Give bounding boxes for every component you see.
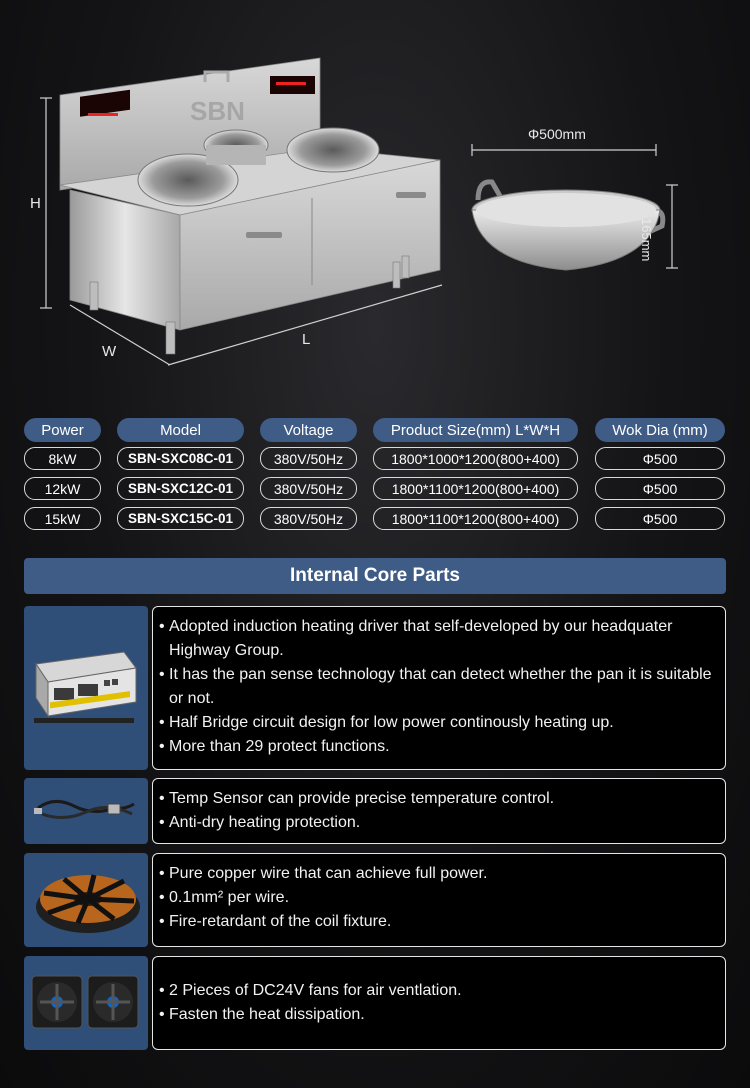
part-description-sensor [152, 778, 726, 844]
part-description-coil [152, 853, 726, 947]
cell-model: SBN-SXC12C-01 [117, 477, 244, 500]
list-item: • Half Bridge circuit design for low power continously heating up. [159, 711, 715, 735]
header-wok-dia: Wok Dia (mm) [595, 418, 725, 442]
list-item: • Fire-retardant of the coil fixture. [159, 910, 715, 934]
part-description-fans [152, 956, 726, 1050]
header-model: Model [117, 418, 244, 442]
list-item: • Temp Sensor can provide precise temperature control. [159, 787, 715, 811]
height-label: H [30, 195, 41, 212]
cell-model: SBN-SXC15C-01 [117, 507, 244, 530]
cell-power: 8kW [24, 447, 101, 470]
cell-power: 15kW [24, 507, 101, 530]
table-row [24, 447, 726, 470]
list-item: • Anti-dry heating protection. [159, 811, 715, 835]
table-row [24, 477, 726, 500]
wok-illustration [472, 182, 663, 270]
width-label: W [102, 343, 117, 360]
table-row [24, 507, 726, 530]
spec-header-row [24, 418, 726, 442]
list-item: • Fasten the heat dissipation. [159, 1003, 715, 1027]
cell-wok-dia: Φ500 [595, 477, 725, 500]
header-power: Power [24, 418, 101, 442]
cell-wok-dia: Φ500 [595, 447, 725, 470]
cell-power: 12kW [24, 477, 101, 500]
header-size: Product Size(mm) L*W*H [373, 418, 578, 442]
wok-depth-label: 165mm [639, 218, 654, 262]
cell-voltage: 380V/50Hz [260, 447, 357, 470]
cell-model: SBN-SXC08C-01 [117, 447, 244, 470]
product-hero [0, 0, 750, 400]
cell-voltage: 380V/50Hz [260, 507, 357, 530]
cooling-fan-icon [24, 956, 148, 1050]
wok-diameter-label: Φ500mm [528, 126, 586, 142]
temperature-sensor-icon [24, 778, 148, 844]
cell-size: 1800*1100*1200(800+400) [373, 477, 578, 500]
header-voltage: Voltage [260, 418, 357, 442]
length-label: L [302, 331, 311, 348]
list-item: • Adopted induction heating driver that self-developed by our headquater Highway Group. [159, 615, 715, 663]
cell-voltage: 380V/50Hz [260, 477, 357, 500]
circuit-board-icon [24, 606, 148, 770]
list-item: • It has the pan sense technology that can detect whether the pan it is suitable or not. [159, 663, 715, 711]
section-title: Internal Core Parts [24, 558, 726, 594]
copper-coil-icon [24, 853, 148, 947]
list-item: • More than 29 protect functions. [159, 735, 715, 759]
spec-table [24, 418, 726, 537]
part-description-driver [152, 606, 726, 770]
list-item: • 0.1mm² per wire. [159, 886, 715, 910]
stove-illustration [0, 0, 750, 400]
cell-wok-dia: Φ500 [595, 507, 725, 530]
list-item: • Pure copper wire that can achieve full power. [159, 862, 715, 886]
cell-size: 1800*1000*1200(800+400) [373, 447, 578, 470]
cell-size: 1800*1100*1200(800+400) [373, 507, 578, 530]
list-item: • 2 Pieces of DC24V fans for air ventlation. [159, 979, 715, 1003]
brand-logo: SBN [190, 96, 245, 126]
